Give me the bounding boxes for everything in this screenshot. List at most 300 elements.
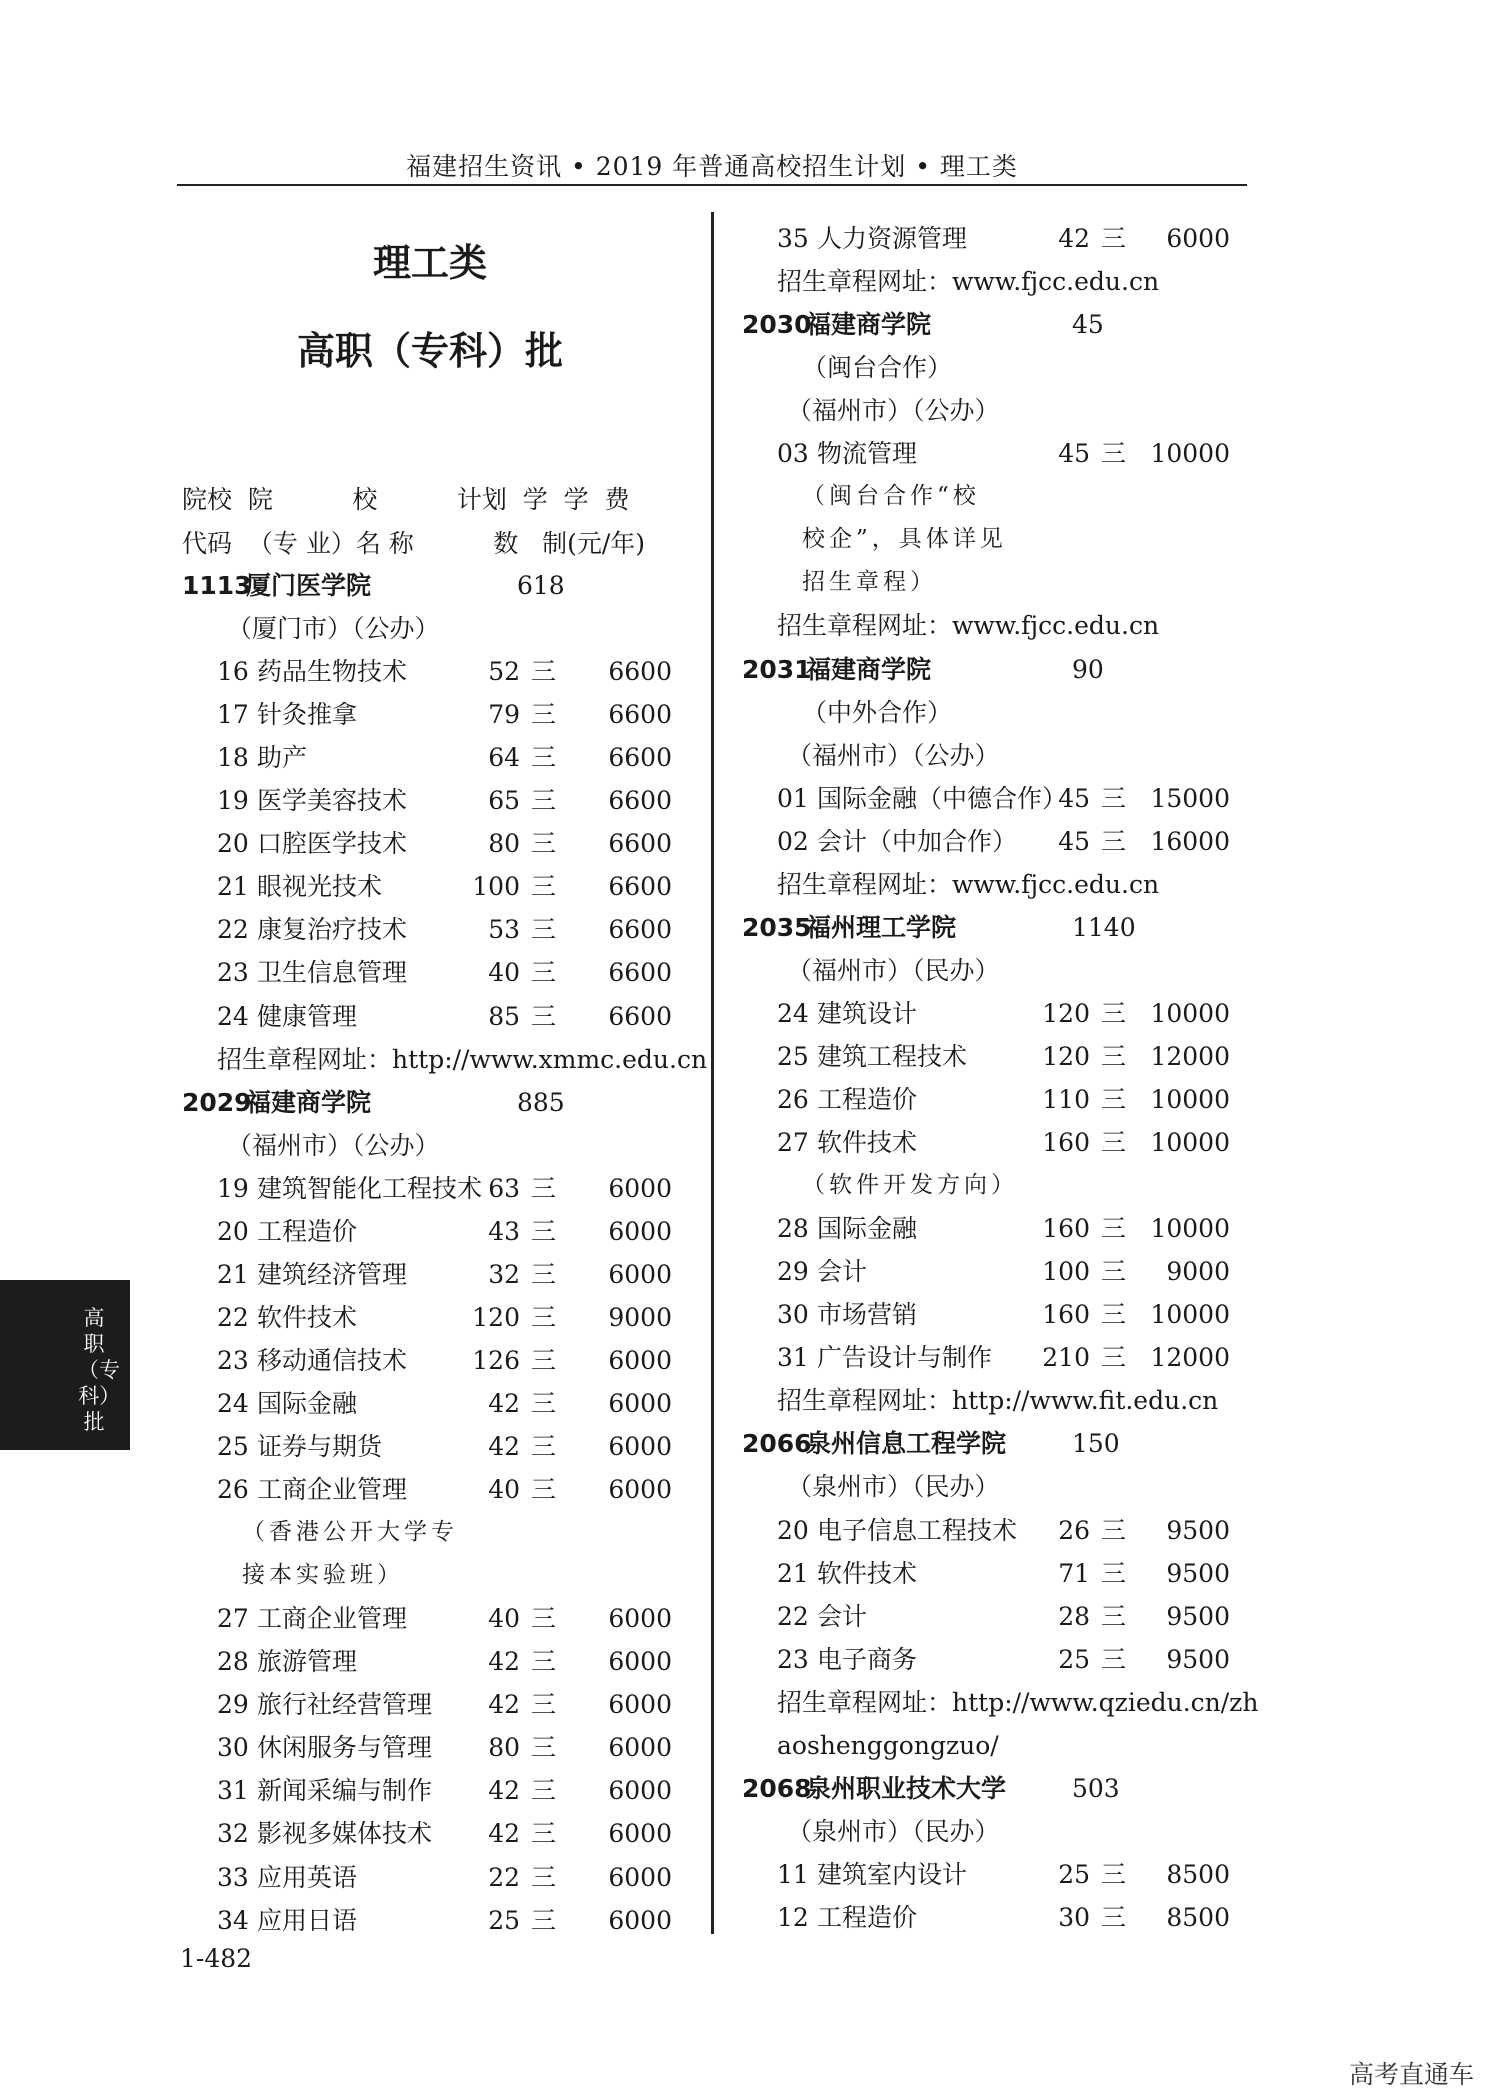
tuition-fee: 12000	[1150, 1343, 1230, 1373]
major-code: 29	[217, 1690, 249, 1720]
major-code: 20	[217, 829, 249, 859]
plan-count: 28	[1058, 1601, 1090, 1631]
study-years: 三	[1100, 1041, 1126, 1071]
study-years: 三	[1100, 1515, 1126, 1545]
location-ownership: （福州市）（公办）	[787, 396, 1000, 426]
study-years: 三	[530, 1216, 556, 1246]
admission-url: 招生章程网址：www.fjcc.edu.cn	[777, 267, 1160, 297]
major-row	[742, 820, 1242, 863]
side-tab-label: 高职（专科）批	[78, 1306, 120, 1434]
plan-count: 42	[488, 1432, 520, 1461]
major-row	[742, 217, 1242, 260]
study-years: 三	[1100, 826, 1126, 856]
major-code: 17	[217, 700, 249, 730]
major-name: 建筑经济管理	[257, 1259, 408, 1289]
plan-count: 160	[1042, 1300, 1090, 1330]
plan-count: 79	[488, 700, 520, 730]
study-years: 三	[1100, 1644, 1126, 1674]
major-code: 30	[777, 1300, 809, 1330]
major-name: 移动通信技术	[257, 1345, 408, 1375]
plan-count: 25	[1058, 1644, 1090, 1674]
tuition-fee: 6000	[608, 1690, 672, 1720]
major-code: 21	[217, 1259, 249, 1289]
institution-row	[742, 648, 1242, 691]
major-row	[182, 1899, 672, 1942]
tuition-fee: 8500	[1166, 1859, 1230, 1889]
tuition-fee: 9000	[608, 1302, 672, 1332]
major-row	[742, 1853, 1242, 1896]
study-years: 三	[1100, 1343, 1126, 1373]
study-years: 三	[530, 1345, 556, 1375]
major-code: 25	[217, 1432, 249, 1461]
text-row	[742, 260, 1242, 303]
location-ownership: （厦门市）（公办）	[227, 614, 440, 644]
text-row	[742, 389, 1242, 432]
plan-count: 45	[1058, 439, 1090, 469]
major-row	[742, 1293, 1242, 1336]
text-row	[742, 1465, 1242, 1508]
major-code: 35	[777, 224, 809, 253]
major-code: 16	[217, 657, 249, 687]
plan-count: 42	[488, 1690, 520, 1720]
admission-url: 招生章程网址：http://www.qziedu.cn/zh	[777, 1687, 1259, 1717]
tuition-fee: 6000	[608, 1345, 672, 1375]
major-code: 28	[777, 1214, 809, 1244]
major-code: 24	[777, 998, 809, 1028]
tuition-fee: 6000	[1166, 224, 1230, 253]
location-ownership: （福州市）（民办）	[787, 955, 1000, 985]
admission-url: 招生章程网址：www.fjcc.edu.cn	[777, 611, 1160, 641]
study-years: 三	[530, 1776, 556, 1806]
major-note: 招生章程）	[802, 569, 937, 596]
major-code: 12	[777, 1902, 809, 1932]
major-name: 会计	[817, 1601, 868, 1631]
major-row	[742, 992, 1242, 1035]
text-row	[742, 863, 1242, 906]
tuition-fee: 6000	[608, 1647, 672, 1677]
plan-count: 26	[1058, 1515, 1090, 1545]
tuition-fee: 12000	[1150, 1041, 1230, 1071]
major-name: 国际金融	[817, 1214, 918, 1244]
column-header-row-2: 代码 （专 业）名 称 数 制(元/年)	[182, 529, 646, 558]
tuition-fee: 6000	[608, 1905, 672, 1935]
plan-count: 42	[488, 1388, 520, 1418]
watermark: 高考直通车	[1348, 2060, 1474, 2089]
institution-name: 福建商学院	[246, 1087, 372, 1117]
institution-name: 福州理工学院	[806, 912, 957, 942]
major-code: 24	[217, 1388, 249, 1418]
study-years: 三	[530, 1604, 556, 1634]
study-years: 三	[530, 1690, 556, 1720]
cooperation-type: （中外合作）	[802, 697, 953, 727]
text-row	[742, 561, 1242, 604]
major-name: 电子商务	[817, 1644, 918, 1674]
study-years: 三	[530, 743, 556, 773]
plan-count: 42	[488, 1819, 520, 1849]
plan-count: 85	[488, 1001, 520, 1031]
major-row	[742, 1509, 1242, 1552]
major-code: 22	[217, 915, 249, 945]
major-name: 休闲服务与管理	[257, 1733, 433, 1763]
major-name: 新闻采编与制作	[257, 1776, 433, 1806]
text-row	[742, 346, 1242, 389]
major-row	[182, 1597, 672, 1640]
admission-url: 招生章程网址：www.fjcc.edu.cn	[777, 869, 1160, 899]
institution-plan-total: 45	[1072, 310, 1104, 340]
plan-count: 25	[488, 1905, 520, 1935]
plan-count: 40	[488, 1475, 520, 1505]
institution-code: 2068	[742, 1773, 812, 1803]
institution-row	[742, 1422, 1242, 1465]
major-row	[182, 1253, 672, 1296]
institution-plan-total: 1140	[1072, 912, 1136, 942]
tuition-fee: 16000	[1150, 826, 1230, 856]
institution-name: 泉州职业技术大学	[806, 1773, 1007, 1803]
plan-count: 65	[488, 786, 520, 816]
running-header: 福建招生资讯 • 2019 年普通高校招生计划 • 理工类	[406, 152, 1018, 181]
plan-count: 120	[1042, 1041, 1090, 1071]
major-note: 校企”，具体详见	[802, 526, 1007, 553]
plan-count: 52	[488, 657, 520, 687]
tuition-fee: 6000	[608, 1432, 672, 1461]
major-row	[182, 1640, 672, 1683]
major-code: 21	[217, 872, 249, 902]
study-years: 三	[530, 1475, 556, 1505]
text-row	[742, 518, 1242, 561]
major-code: 24	[217, 1001, 249, 1031]
study-years: 三	[530, 700, 556, 730]
tuition-fee: 15000	[1150, 783, 1230, 813]
study-years: 三	[530, 1862, 556, 1892]
plan-count: 100	[472, 872, 520, 902]
plan-count: 43	[488, 1216, 520, 1246]
plan-count: 71	[1058, 1558, 1090, 1588]
major-row	[182, 908, 672, 951]
tuition-fee: 9000	[1166, 1257, 1230, 1287]
plan-count: 80	[488, 829, 520, 859]
institution-plan-total: 503	[1072, 1773, 1120, 1803]
institution-plan-total: 618	[517, 571, 565, 600]
plan-count: 45	[1058, 783, 1090, 813]
tuition-fee: 6000	[608, 1819, 672, 1849]
institution-name: 福建商学院	[806, 654, 932, 684]
major-code: 29	[777, 1257, 809, 1287]
study-years: 三	[1100, 1128, 1126, 1158]
tuition-fee: 10000	[1150, 1214, 1230, 1244]
major-code: 19	[217, 1173, 249, 1203]
major-code: 20	[777, 1515, 809, 1545]
plan-count: 40	[488, 1604, 520, 1634]
study-years: 三	[530, 829, 556, 859]
major-row	[182, 1210, 672, 1253]
cooperation-type: （闽台合作）	[802, 353, 953, 383]
tuition-fee: 6600	[608, 915, 672, 945]
institution-name: 厦门医学院	[246, 571, 372, 600]
text-row	[182, 1038, 708, 1081]
major-name: 建筑室内设计	[817, 1859, 968, 1889]
text-row	[742, 1379, 1242, 1422]
study-years: 三	[1100, 1902, 1126, 1932]
major-row	[182, 1769, 672, 1812]
plan-count: 45	[1058, 826, 1090, 856]
tuition-fee: 9500	[1166, 1601, 1230, 1631]
major-name: 工商企业管理	[257, 1604, 408, 1634]
major-row	[742, 1207, 1242, 1250]
study-years: 三	[530, 786, 556, 816]
plan-count: 120	[472, 1302, 520, 1332]
tuition-fee: 10000	[1150, 439, 1230, 469]
tuition-fee: 9500	[1166, 1644, 1230, 1674]
major-name: 软件技术	[817, 1558, 918, 1588]
major-row	[742, 777, 1242, 820]
study-years: 三	[530, 1388, 556, 1418]
tuition-fee: 6600	[608, 657, 672, 687]
major-row	[742, 1896, 1242, 1939]
major-note: （香港公开大学专	[242, 1519, 458, 1546]
study-years: 三	[530, 1259, 556, 1289]
institution-code: 2031	[742, 654, 812, 684]
section-title: 理工类	[372, 241, 487, 285]
major-row	[742, 1121, 1242, 1164]
institution-row	[742, 906, 1242, 949]
major-note: （闽台合作“校	[802, 483, 980, 510]
major-name: 电子信息工程技术	[817, 1515, 1018, 1545]
study-years: 三	[530, 657, 556, 687]
tuition-fee: 10000	[1150, 998, 1230, 1028]
plan-count: 126	[472, 1345, 520, 1375]
plan-count: 42	[488, 1776, 520, 1806]
column-header-row-1: 院校 院 校 计划 学 学 费	[182, 485, 630, 514]
institution-name: 泉州信息工程学院	[806, 1429, 1007, 1459]
tuition-fee: 8500	[1166, 1902, 1230, 1932]
major-name: 针灸推拿	[257, 700, 358, 730]
tuition-fee: 9500	[1166, 1558, 1230, 1588]
major-name: 广告设计与制作	[817, 1343, 993, 1373]
major-name: 会计（中加合作）	[817, 826, 1018, 856]
major-row	[742, 1078, 1242, 1121]
tuition-fee: 6000	[608, 1776, 672, 1806]
tuition-fee: 6000	[608, 1173, 672, 1203]
major-name: 建筑设计	[817, 998, 918, 1028]
major-row	[182, 650, 672, 693]
major-name: 市场营销	[817, 1300, 918, 1330]
major-row	[182, 1468, 672, 1511]
location-ownership: （泉州市）（民办）	[787, 1472, 1000, 1502]
admission-url: 招生章程网址：http://www.xmmc.edu.cn	[217, 1044, 708, 1074]
plan-count: 100	[1042, 1257, 1090, 1287]
location-ownership: （福州市）（公办）	[227, 1130, 440, 1160]
tuition-fee: 6600	[608, 700, 672, 730]
major-row	[182, 822, 672, 865]
plan-count: 22	[488, 1862, 520, 1892]
major-name: 工程造价	[817, 1902, 918, 1932]
study-years: 三	[530, 1173, 556, 1203]
column-divider	[711, 212, 714, 1934]
major-name: 应用日语	[257, 1905, 358, 1935]
plan-count: 160	[1042, 1128, 1090, 1158]
institution-code: 2066	[742, 1429, 812, 1459]
tuition-fee: 6000	[608, 1604, 672, 1634]
major-code: 30	[217, 1733, 249, 1763]
text-row	[742, 604, 1242, 647]
text-row	[742, 475, 1242, 518]
major-code: 22	[217, 1302, 249, 1332]
major-name: 工程造价	[817, 1085, 918, 1114]
major-name: 会计	[817, 1257, 868, 1287]
text-row	[182, 607, 672, 650]
major-name: 建筑工程技术	[817, 1041, 968, 1071]
major-row	[182, 951, 672, 994]
text-row	[742, 691, 1242, 734]
tuition-fee: 6000	[608, 1388, 672, 1418]
institution-code: 1113	[182, 571, 252, 600]
institution-plan-total: 150	[1072, 1429, 1120, 1459]
study-years: 三	[530, 1001, 556, 1031]
plan-count: 25	[1058, 1859, 1090, 1889]
text-row	[182, 1124, 672, 1167]
major-code: 03	[777, 439, 809, 469]
study-years: 三	[1100, 998, 1126, 1028]
study-years: 三	[1100, 1085, 1126, 1114]
tuition-fee: 6600	[608, 872, 672, 902]
major-row	[742, 1336, 1242, 1379]
header-rule	[177, 184, 1247, 186]
major-code: 19	[217, 786, 249, 816]
major-row	[182, 995, 672, 1038]
major-code: 22	[777, 1601, 809, 1631]
study-years: 三	[1100, 1300, 1126, 1330]
major-code: 34	[217, 1905, 249, 1935]
location-ownership: （泉州市）（民办）	[787, 1816, 1000, 1846]
plan-count: 42	[488, 1647, 520, 1677]
major-name: 国际金融（中德合作）	[817, 783, 1068, 813]
major-code: 27	[217, 1604, 249, 1634]
tuition-fee: 10000	[1150, 1128, 1230, 1158]
plan-count: 64	[488, 743, 520, 773]
admission-url: aoshenggongzuo/	[777, 1730, 999, 1760]
plan-count: 160	[1042, 1214, 1090, 1244]
tuition-fee: 9500	[1166, 1515, 1230, 1545]
plan-count: 63	[488, 1173, 520, 1203]
tuition-fee: 10000	[1150, 1085, 1230, 1114]
major-code: 26	[217, 1475, 249, 1505]
major-code: 02	[777, 826, 809, 856]
major-code: 20	[217, 1216, 249, 1246]
study-years: 三	[1100, 1601, 1126, 1631]
study-years: 三	[530, 1432, 556, 1461]
major-name: 国际金融	[257, 1388, 358, 1418]
major-name: 旅游管理	[257, 1647, 358, 1677]
major-name: 助产	[257, 743, 308, 773]
institution-code: 2030	[742, 310, 812, 340]
major-code: 33	[217, 1862, 249, 1892]
tuition-fee: 6000	[608, 1475, 672, 1505]
major-name: 证券与期货	[257, 1432, 383, 1461]
major-row	[182, 1339, 672, 1382]
major-name: 软件技术	[257, 1302, 358, 1332]
plan-count: 53	[488, 915, 520, 945]
major-row	[742, 1552, 1242, 1595]
major-row	[742, 432, 1242, 475]
major-row	[182, 1296, 672, 1339]
major-name: 软件技术	[817, 1128, 918, 1158]
plan-count: 30	[1058, 1902, 1090, 1932]
major-name: 旅行社经营管理	[257, 1690, 433, 1720]
major-name: 药品生物技术	[257, 657, 408, 687]
major-row	[182, 693, 672, 736]
text-row	[742, 949, 1242, 992]
institution-row	[742, 1767, 1242, 1810]
major-row	[182, 1812, 672, 1855]
batch-title: 高职（专科）批	[296, 329, 563, 373]
major-note: （软件开发方向）	[802, 1172, 1018, 1199]
tuition-fee: 6600	[608, 786, 672, 816]
institution-plan-total: 90	[1072, 654, 1104, 684]
tuition-fee: 10000	[1150, 1300, 1230, 1330]
study-years: 三	[530, 1733, 556, 1763]
major-code: 01	[777, 783, 809, 813]
tuition-fee: 6000	[608, 1862, 672, 1892]
major-code: 31	[777, 1343, 809, 1373]
plan-count: 40	[488, 958, 520, 988]
text-row	[182, 1511, 672, 1554]
major-name: 健康管理	[257, 1001, 358, 1031]
study-years: 三	[1100, 1257, 1126, 1287]
major-row	[182, 1382, 672, 1425]
major-name: 人力资源管理	[817, 224, 968, 253]
institution-row	[182, 1081, 672, 1124]
major-row	[182, 779, 672, 822]
plan-count: 120	[1042, 998, 1090, 1028]
major-name: 应用英语	[257, 1862, 358, 1892]
major-name: 物流管理	[817, 439, 918, 469]
major-code: 11	[777, 1859, 809, 1889]
institution-row	[742, 303, 1242, 346]
text-row	[742, 1724, 1242, 1767]
plan-count: 42	[1058, 224, 1090, 253]
major-code: 26	[777, 1085, 809, 1114]
major-row	[742, 1035, 1242, 1078]
institution-name: 福建商学院	[806, 310, 932, 340]
major-row	[182, 1683, 672, 1726]
major-code: 23	[217, 958, 249, 988]
text-row	[742, 1810, 1242, 1853]
major-code: 28	[217, 1647, 249, 1677]
study-years: 三	[1100, 1859, 1126, 1889]
major-code: 31	[217, 1776, 249, 1806]
study-years: 三	[1100, 783, 1126, 813]
major-code: 21	[777, 1558, 809, 1588]
major-name: 康复治疗技术	[257, 915, 408, 945]
major-name: 卫生信息管理	[257, 958, 408, 988]
location-ownership: （福州市）（公办）	[787, 740, 1000, 770]
major-row	[742, 1638, 1242, 1681]
major-row	[182, 1167, 672, 1210]
major-name: 影视多媒体技术	[257, 1819, 433, 1849]
major-code: 32	[217, 1819, 249, 1849]
study-years: 三	[530, 1302, 556, 1332]
institution-plan-total: 885	[517, 1087, 565, 1117]
study-years: 三	[1100, 439, 1126, 469]
text-row	[742, 734, 1242, 777]
major-row	[182, 736, 672, 779]
major-name: 口腔医学技术	[257, 829, 408, 859]
tuition-fee: 6600	[608, 958, 672, 988]
study-years: 三	[530, 1905, 556, 1935]
institution-row	[182, 564, 672, 607]
major-row	[742, 1595, 1242, 1638]
major-code: 25	[777, 1041, 809, 1071]
